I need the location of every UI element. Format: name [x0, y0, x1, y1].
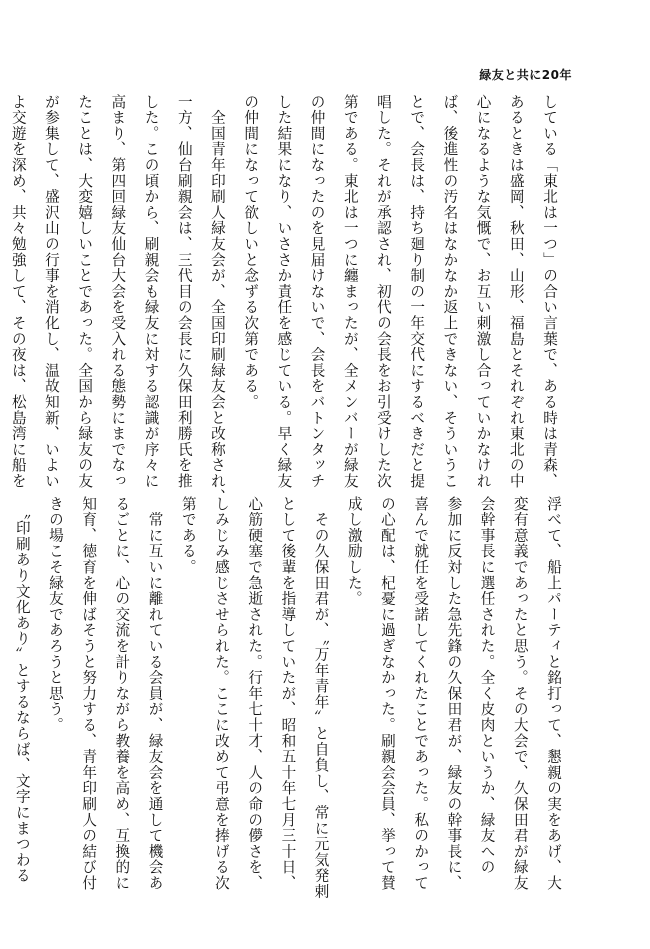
text-line: るごとに、心の交流を計りながら教養を高め、互換的に: [113, 496, 131, 891]
text-line: として後輩を指導していたが、昭和五十年七月三十日、: [279, 496, 297, 891]
text-line: 会幹事長に選任された。全く皮肉というか、緑友への: [478, 496, 496, 876]
text-line: 一方、仙台刷親会は、三代目の会長に久保田利勝氏を推: [175, 94, 193, 489]
text-line: 常に互いに離れている会員が、緑友会を通して機会あ: [146, 496, 164, 891]
text-line: 心筋硬塞で急逝された。行年七十才、人の命の儚さを、: [246, 496, 264, 891]
text-line: 〝印刷あり文化あり〟とするならば、文字にまつわる: [13, 496, 31, 884]
text-line: しみじみ感じさせられた。ここに改めて弔意を捧げる次: [212, 496, 230, 891]
text-line: 成し激励した。: [345, 496, 363, 607]
text-line: たことは、大変嬉しいことであった。全国から緑友の友: [76, 94, 94, 489]
text-line: きの場こそ緑友であろうと思う。: [46, 496, 64, 733]
text-line: 第である。東北は一つに纏まったが、全メンバーが緑友: [341, 94, 359, 489]
text-line: よ交遊を深め、共々勉強して、その夜は、松島湾に船を: [9, 94, 27, 489]
text-line: 唱した。それが承認され、初代の会長をお引受けした次: [374, 94, 392, 489]
text-line: した結果になり、いささか責任を感じている。早く緑友: [275, 94, 293, 489]
text-line: 第である。: [179, 496, 197, 575]
upper-text-block: [9, 94, 566, 505]
text-line: その久保田君が、〝万年青年〟と自負し、常に元気発剌: [312, 496, 330, 900]
text-line: 喜んで就任を受諾してくれたことであった。私のかって: [412, 496, 430, 891]
text-line: 全国青年印刷人緑友会が、全国印刷緑友会と改称され、: [208, 94, 226, 505]
text-line: 変有意義であったと思う。その大会で、久保田君が緑友: [511, 496, 529, 891]
text-line: 浮べて、船上パーティと銘打って、懇親の実をあげ、大: [545, 496, 562, 891]
text-line: の仲間になって欲しいと念ずる次第である。: [242, 94, 260, 410]
lower-text-block: [13, 496, 570, 900]
text-line: 知育、徳育を伸ばそうと努力する、青年印刷人の結び付: [80, 496, 98, 891]
text-line: 心になるような気慨で、お互い刺激し合っていかなけれ: [474, 94, 492, 489]
text-line: している「東北は一つ」の合い言葉で、ある時は青森、: [541, 94, 558, 489]
text-line: ば、後進性の汚名はなかなか返上できない、そういうこ: [441, 94, 459, 489]
text-line: が参集して、盛沢山の行事を消化し、温故知新、いよい: [42, 94, 60, 489]
text-line: の仲間になったのを見届けないで、会長をバトンタッチ: [308, 94, 326, 489]
text-line: 高まり、第四回緑友仙台大会を受入れる態勢にまでなっ: [109, 94, 127, 489]
text-line: あるときは盛岡、秋田、山形、福島とそれぞれ東北の中: [507, 94, 525, 489]
text-line: した。この頃から、刷親会も緑友に対する認識が序々に: [142, 94, 160, 489]
running-header: 緑友と共に20年: [479, 68, 572, 82]
text-line: の心配は、杞憂に過ぎなかった。刷親会会員、挙って賛: [378, 496, 396, 891]
text-line: 参加に反対した急先鋒の久保田君が、緑友の幹事長に、: [445, 496, 463, 891]
text-line: とで、会長は、持ち廻り制の一年交代にするべきだと提: [408, 94, 426, 489]
